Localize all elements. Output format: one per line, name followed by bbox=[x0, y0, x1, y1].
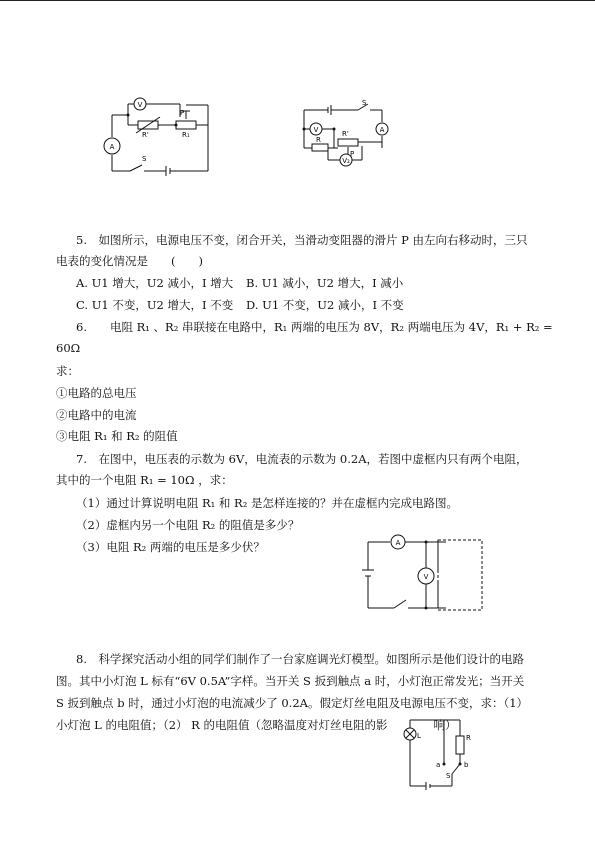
label-s: S bbox=[362, 99, 367, 107]
circuit-figure-q7 bbox=[352, 530, 488, 614]
meter-a-label: A bbox=[109, 143, 115, 151]
label-a: a bbox=[436, 761, 441, 769]
label-r: R bbox=[316, 136, 321, 144]
q7-sub-2: （2）虚框内另一个电阻 R₂ 的阻值是多少？ bbox=[76, 518, 300, 532]
q6-item-1: ①电路的总电压 bbox=[56, 386, 137, 400]
q7-sub-1: （1）通过计算说明电阻 R₁ 和 R₂ 是怎样连接的？并在虚框内完成电路图。 bbox=[76, 496, 458, 510]
q5-line-1: 5. 如图所示，电源电压不变，闭合开关，当滑动变阻器的滑片 P 由左向右移动时，三只 bbox=[76, 233, 528, 247]
q6-item-2: ②电路中的电流 bbox=[56, 408, 137, 422]
q5-option-b: B. U1 减小，U2 增大，I 减小 bbox=[246, 276, 404, 290]
q8-line-1: 8. 科学探究活动小组的同学们制作了一台家庭调光灯模型。如图所示是他们设计的电路 bbox=[76, 652, 524, 666]
label-r-prime: R' bbox=[342, 130, 349, 138]
q5-option-a: A. U1 增大，U2 减小，I 增大 bbox=[76, 276, 234, 290]
q5-line-2: 电表的变化情况是 ( ) bbox=[56, 254, 203, 268]
meter-v1-label: V bbox=[313, 126, 319, 134]
q6-line-2: 60Ω bbox=[56, 341, 81, 355]
q5-option-d: D. U1 不变，U2 减小，I 不变 bbox=[246, 298, 404, 312]
q6-item-3: ③电阻 R₁ 和 R₂ 的阻值 bbox=[56, 429, 178, 443]
q8-line-3: S 扳到触点 b 时，通过小灯泡的电流减少了 0.2A。假定灯丝电阻及电源电压不变，求：（1） bbox=[56, 696, 529, 710]
label-r: R bbox=[466, 734, 471, 742]
circuit-figure-1 bbox=[98, 95, 218, 177]
meter-a-label: A bbox=[395, 539, 401, 547]
q6-ask: 求： bbox=[56, 364, 79, 378]
q5-option-c: C. U1 不变，U2 增大，I 不变 bbox=[76, 298, 234, 312]
meter-v-label: V bbox=[423, 573, 429, 581]
label-l: L bbox=[417, 732, 421, 740]
meter-a-label: A bbox=[379, 126, 385, 134]
label-p: P bbox=[350, 150, 355, 158]
label-p: P bbox=[180, 109, 185, 117]
label-s: S bbox=[142, 155, 147, 163]
q6-line-1: 6. 电阻 R₁ 、R₂ 串联接在电路中，R₁ 两端的电压为 8V，R₂ 两端电压为 4V，R₁ + R₂ = bbox=[76, 320, 553, 334]
meter-v-label: V bbox=[137, 101, 143, 109]
circuit-figure-q8 bbox=[400, 712, 480, 796]
q7-line-2: 其中的一个电阻 R₁ = 10Ω ，求： bbox=[56, 473, 233, 487]
page-top-rule bbox=[0, 0, 595, 1]
q8-line-2: 图。其中小灯泡 L 标有“6V 0.5A”字样。当开关 S 扳到触点 a 时，小灯泡正常发光；当开关 bbox=[56, 674, 525, 688]
label-r1: R₁ bbox=[182, 131, 190, 139]
q8-line-4: 小灯泡 L 的电阻值；（2） R 的电阻值（忽略温度对灯丝电阻的影 响） bbox=[56, 718, 457, 732]
q7-sub-3: （3）电阻 R₂ 两端的电压是多少伏？ bbox=[76, 540, 265, 554]
label-s: S bbox=[446, 772, 451, 780]
label-b: b bbox=[464, 761, 469, 769]
circuit-figure-2 bbox=[298, 98, 398, 178]
meter-v2-label: V₂ bbox=[342, 157, 350, 165]
label-r-prime: R' bbox=[142, 131, 149, 139]
q7-line-1: 7. 在图中，电压表的示数为 6V，电流表的示数为 0.2A，若图中虚框内只有两个电阻， bbox=[76, 452, 528, 466]
